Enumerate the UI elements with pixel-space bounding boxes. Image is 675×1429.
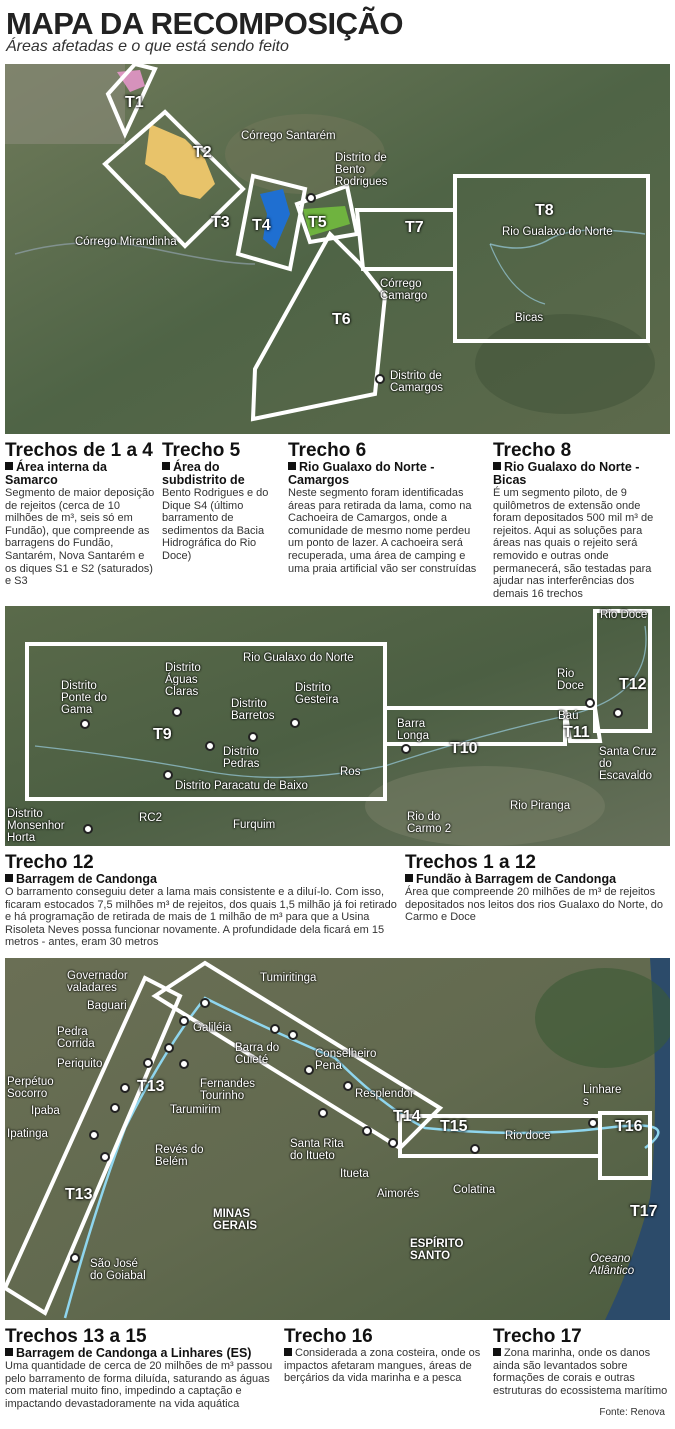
- section-subtitle: Barragem de Candonga: [5, 873, 400, 886]
- place-label: Distrito Pedras: [223, 746, 260, 770]
- section-text: Zona marinha, onde os danos ainda são levantados sobre formações de corais e outras estruturas do ecossistema marítimo: [493, 1347, 668, 1397]
- place-label: ESPÍRITO SANTO: [410, 1238, 464, 1262]
- section-text: Uma quantidade de cerca de 20 milhões de m³ passou pelo barramento de forma diluída, saturando as águas com material muito fino, impedindo a captação e impactando devastadoramente na vida aquática: [5, 1360, 273, 1410]
- section-title: Trecho 5: [162, 440, 241, 461]
- section-subtitle: Rio Gualaxo do Norte - Camargos: [288, 460, 435, 487]
- place-label: Rio do Carmo 2: [407, 811, 452, 835]
- place-label: Córrego Camargo: [380, 278, 428, 302]
- place-marker: [388, 1138, 398, 1148]
- trecho-label: T13: [65, 1186, 93, 1203]
- place-marker: [89, 1130, 99, 1140]
- place-marker: [143, 1058, 153, 1068]
- section-title: Trechos 13 a 15: [5, 1326, 147, 1347]
- section-trecho-6: [288, 440, 483, 575]
- place-marker: [163, 770, 173, 780]
- place-label: Córrego Mirandinha: [75, 236, 177, 248]
- section-text: É um segmento piloto, de 9 quilômetros de extensão onde foram depositados 500 mil m³ de rejeitos. Aqui as soluções para áreas nas quais o rejeito será removido e outras onde permanecerá, são testadas para ajudar nas interferências dos demais 16 trechos: [493, 487, 654, 600]
- place-label: Rio Gualaxo do Norte: [502, 226, 613, 238]
- place-marker: [179, 1059, 189, 1069]
- section-text: O barramento conseguiu deter a lama mais consistente e a diluí-lo. Com isso, ficaram estocados 7,5 milhões m³ de rejeitos, dos quais 1,5 milhão já foi retirado e há programação de retirada de mais de 1 milhão de m³ para que a Usina Risoleta Neves possa funcionar novamente. A profundidade dela ficará em 15 metros - antes, eram 30 metros: [5, 886, 397, 949]
- trecho-label: T6: [332, 311, 351, 328]
- place-marker: [164, 1043, 174, 1053]
- place-label: Rio Doce: [600, 609, 648, 621]
- place-label: Itueta: [340, 1168, 369, 1180]
- place-marker: [120, 1083, 130, 1093]
- place-label: Distrito Ponte do Gama: [61, 680, 108, 716]
- place-marker: [110, 1103, 120, 1113]
- trecho-label: T1: [125, 94, 144, 111]
- place-marker: [179, 1016, 189, 1026]
- place-label: Baú: [558, 710, 579, 722]
- map-upper-basin: [5, 64, 670, 434]
- place-marker: [470, 1144, 480, 1154]
- place-label: Distrito Paracatu de Baixo: [175, 780, 308, 792]
- section-trecho-16: [284, 1326, 484, 1385]
- section-text: Área que compreende 20 milhões de m³ de rejeitos depositados nos leitos dos rios Gualaxo do Norte, do Carmo e Doce: [405, 886, 664, 924]
- place-label: Barra Longa: [397, 718, 429, 742]
- place-label: Rio doce: [505, 1130, 551, 1142]
- place-label: Santa Rita do Itueto: [290, 1138, 344, 1162]
- place-label: Periquito: [57, 1058, 103, 1070]
- trecho-label: T15: [440, 1118, 468, 1135]
- place-marker: [306, 193, 316, 203]
- place-label: Baguari: [87, 1000, 127, 1012]
- place-label: Colatina: [453, 1184, 496, 1196]
- section-trecho-17: [493, 1326, 668, 1397]
- trecho-label: T9: [153, 726, 172, 743]
- section-title: Trecho 8: [493, 440, 572, 461]
- place-label: Galiléia: [193, 1022, 232, 1034]
- page-subtitle: Áreas afetadas e o que está sendo feito: [6, 38, 289, 55]
- place-label: Rio Gualaxo do Norte: [243, 652, 354, 664]
- place-marker: [70, 1253, 80, 1263]
- place-label: Tarumirim: [170, 1104, 221, 1116]
- place-marker: [362, 1126, 372, 1136]
- map-middle-basin: [5, 606, 670, 846]
- section-text: Segmento de maior deposição de rejeitos (cerca de 10 milhões de m³, seis só em Fundão), que compreende as barragens do Fundão, Santarém, Nova Santarém e os diques S1 e S2 (saturados) e S3: [5, 487, 155, 588]
- section-trecho-12: [5, 852, 400, 949]
- place-marker: [172, 707, 182, 717]
- section-subtitle: Fundão à Barragem de Candonga: [405, 873, 670, 886]
- place-marker: [270, 1024, 280, 1034]
- trecho-label: T17: [630, 1203, 658, 1220]
- place-label: RC2: [139, 812, 163, 824]
- place-marker: [318, 1108, 328, 1118]
- place-label: MINAS GERAIS: [213, 1208, 258, 1232]
- place-marker: [200, 998, 210, 1008]
- place-label: Córrego Santarém: [241, 130, 336, 142]
- place-marker: [304, 1065, 314, 1075]
- trecho-label: T13: [137, 1078, 165, 1095]
- place-label: Bicas: [515, 312, 544, 324]
- section-subtitle: Área interna da Samarco: [5, 460, 108, 487]
- place-label: Fernandes Tourinho: [200, 1078, 255, 1102]
- place-marker: [401, 744, 411, 754]
- place-marker: [375, 374, 385, 384]
- section-title: Trecho 17: [493, 1326, 582, 1347]
- section-subtitle: Área do subdistrito de: [162, 460, 245, 487]
- place-label: Rio Doce: [557, 668, 584, 692]
- place-label: Perpétuo Socorro: [7, 1076, 54, 1100]
- section-trechos-1-12: [405, 852, 670, 924]
- section-title: Trecho 16: [284, 1326, 373, 1347]
- section-subtitle: Barragem de Candonga a Linhares (ES): [5, 1347, 280, 1360]
- place-label: Distrito Barretos: [231, 698, 275, 722]
- section-text: Neste segmento foram identificadas áreas para retirada da lama, como na Cachoeira de Camargos, onde a comunidade de mesmo nome perdeu um ponto de lazer. A cachoeira será recuperada, uma área de camping e uma praia artificial vão ser construídas: [288, 487, 477, 575]
- map-lower-basin: [5, 958, 670, 1320]
- section-trecho-5: [162, 440, 280, 563]
- section-text: Considerada a zona costeira, onde os impactos afetaram mangues, áreas de berçários da vida marinha e a pesca: [284, 1347, 481, 1385]
- page-title: MAPA DA RECOMPOSIÇÃO: [6, 6, 404, 41]
- place-label: Ipatinga: [7, 1128, 48, 1140]
- place-label: Governador valadares: [67, 970, 128, 994]
- trecho-label: T4: [252, 217, 271, 234]
- trecho-label: T2: [193, 144, 212, 161]
- place-label: Conselheiro Pena: [315, 1048, 377, 1072]
- place-label: Ros: [340, 766, 361, 778]
- map-upper-basin-graphics: [5, 64, 670, 434]
- place-label: Oceano Atlântico: [590, 1253, 635, 1277]
- place-label: Ipaba: [31, 1105, 60, 1117]
- place-label: Resplendor: [355, 1088, 414, 1100]
- place-marker: [343, 1081, 353, 1091]
- place-marker: [248, 732, 258, 742]
- section-trechos-13-15: [5, 1326, 280, 1410]
- source-credit: Fonte: Renova: [599, 1407, 665, 1418]
- trecho-label: T8: [535, 202, 554, 219]
- place-label: Distrito Águas Claras: [165, 662, 201, 698]
- place-marker: [100, 1152, 110, 1162]
- trecho-label: T12: [619, 676, 647, 693]
- place-marker: [290, 718, 300, 728]
- place-marker: [83, 824, 93, 834]
- place-label: Rio Piranga: [510, 800, 571, 812]
- section-trecho-8: [493, 440, 668, 600]
- place-label: Distrito de Bento Rodrigues: [335, 152, 388, 188]
- place-marker: [613, 708, 623, 718]
- trecho-label: T7: [405, 219, 424, 236]
- place-label: Revés do Belém: [155, 1144, 204, 1168]
- trecho-label: T14: [393, 1108, 421, 1125]
- place-marker: [588, 1118, 598, 1128]
- place-label: Pedra Corrida: [57, 1026, 95, 1050]
- section-title: Trecho 6: [288, 440, 367, 461]
- section-title: Trecho 12: [5, 852, 94, 873]
- section-subtitle: Rio Gualaxo do Norte - Bicas: [493, 460, 640, 487]
- place-marker: [205, 741, 215, 751]
- section-title: Trechos 1 a 12: [405, 852, 536, 873]
- place-marker: [80, 719, 90, 729]
- place-marker: [288, 1030, 298, 1040]
- trecho-label: T11: [563, 724, 590, 741]
- place-label: Santa Cruz do Escavaldo: [599, 746, 657, 782]
- place-label: Linhare s: [583, 1084, 622, 1108]
- place-label: Tumiritinga: [260, 972, 317, 984]
- place-label: Barra do Cuieté: [235, 1042, 280, 1066]
- place-label: Distrito de Camargos: [390, 370, 444, 394]
- trecho-label: T10: [450, 740, 478, 757]
- section-trechos-1-4: [5, 440, 155, 588]
- section-title: Trechos de 1 a 4: [5, 440, 153, 461]
- place-label: Distrito Gesteira: [295, 682, 339, 706]
- trecho-label: T3: [211, 214, 230, 231]
- trecho-label: T5: [308, 214, 327, 231]
- place-label: Distrito Monsenhor Horta: [7, 808, 65, 844]
- place-label: Furquim: [233, 819, 276, 831]
- place-marker: [585, 698, 595, 708]
- place-label: Aimorés: [377, 1188, 420, 1200]
- place-label: São José do Goiabal: [90, 1258, 146, 1282]
- trecho-label: T16: [615, 1118, 643, 1135]
- section-text: Bento Rodrigues e do Dique S4 (último barramento de sedimentos da Bacia Hidrográfica do Rio Doce): [162, 487, 269, 562]
